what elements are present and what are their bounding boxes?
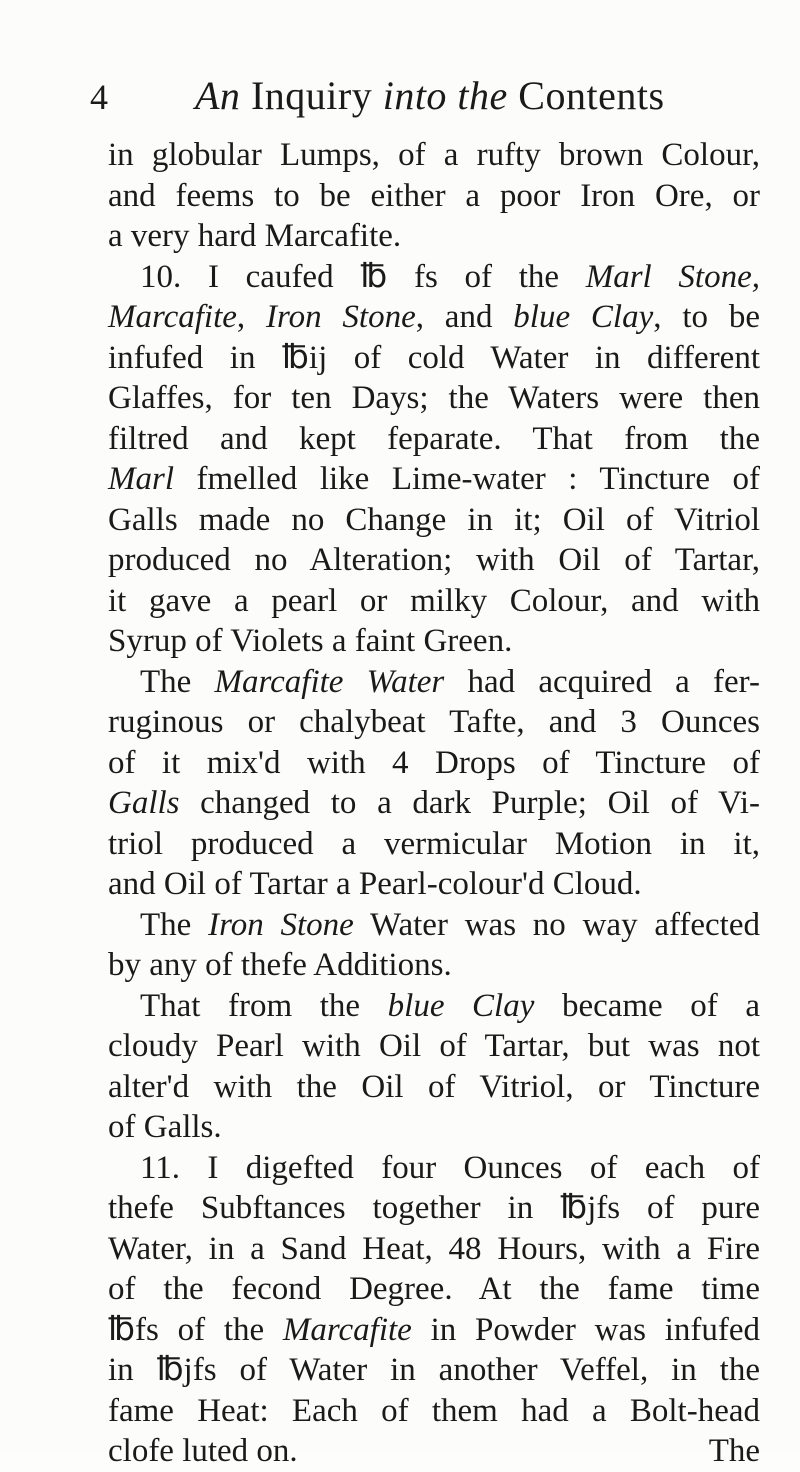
- text-line: cloudy Pearl with Oil of Tartar, but was not: [108, 1028, 760, 1064]
- text-line: and Oil of Tartar a Pearl-colour'd Cloud.: [108, 866, 642, 902]
- text-line: Galls made no Change in it; Oil of Vitriol: [108, 501, 760, 538]
- text-line: The Iron Stone Water was no way affected: [140, 906, 760, 943]
- text-line: infufed in ℔ij of cold Water in different: [108, 339, 760, 376]
- text-line: That from the blue Clay became of a: [140, 987, 760, 1024]
- text-line: in globular Lumps, of a rufty brown Colour,: [108, 137, 760, 173]
- text-line: Galls changed to a dark Purple; Oil of Vi-: [108, 785, 760, 821]
- running-head: [195, 72, 665, 119]
- text-line: in ℔jfs of Water in another Veffel, in the: [108, 1352, 760, 1388]
- text-line: 11. I digefted four Ounces of each of: [140, 1149, 760, 1186]
- final-line: [108, 1431, 760, 1472]
- text-line: ruginous or chalybeat Tafte, and 3 Ounces: [108, 704, 760, 740]
- text-line: and feems to be either a poor Iron Ore, or: [108, 177, 760, 214]
- running-head-into-the: into the: [382, 73, 508, 118]
- text-line: of Galls.: [108, 1109, 222, 1145]
- text-line: filtred and kept feparate. That from the: [108, 420, 760, 457]
- text-line: 10. I caufed ℔ fs of the Marl Stone,: [140, 258, 760, 295]
- text-line: triol produced a vermicular Motion in it,: [108, 825, 760, 862]
- page-number: 4: [90, 77, 108, 117]
- closing-text: clofe luted on.: [108, 1433, 298, 1469]
- catchword: The: [708, 1433, 760, 1469]
- text-line: ℔fs of the Marcafite in Powder was infufed: [108, 1311, 760, 1348]
- body-text: [108, 135, 760, 1472]
- text-line: Syrup of Violets a faint Green.: [108, 623, 513, 659]
- text-line: produced no Alteration; with Oil of Tartar,: [108, 542, 760, 578]
- text-line: Marcafite, Iron Stone, and blue Clay, to be: [108, 299, 760, 335]
- text-line: a very hard Marcafite.: [108, 218, 402, 254]
- running-head-contents: Contents: [507, 73, 665, 118]
- text-line: by any of thefe Additions.: [108, 947, 452, 983]
- text-line: Glaffes, for ten Days; the Waters were then: [108, 380, 760, 416]
- text-line: of the fecond Degree. At the fame time: [108, 1271, 760, 1307]
- text-line: it gave a pearl or milky Colour, and with: [108, 582, 760, 619]
- text-line: alter'd with the Oil of Vitriol, or Tincture: [108, 1068, 760, 1105]
- text-line: of it mix'd with 4 Drops of Tincture of: [108, 744, 760, 781]
- running-head-inquiry: Inquiry: [240, 73, 383, 118]
- page-header: [90, 72, 750, 122]
- text-line: Water, in a Sand Heat, 48 Hours, with a Fire: [108, 1230, 760, 1267]
- text-line: fame Heat: Each of them had a Bolt-head: [108, 1392, 760, 1429]
- text-line: thefe Subftances together in ℔jfs of pure: [108, 1190, 760, 1226]
- text-line: The Marcafite Water had acquired a fer-: [140, 663, 760, 700]
- running-head-an: An: [195, 73, 241, 118]
- text-line: Marl fmelled like Lime-water : Tincture of: [108, 461, 760, 497]
